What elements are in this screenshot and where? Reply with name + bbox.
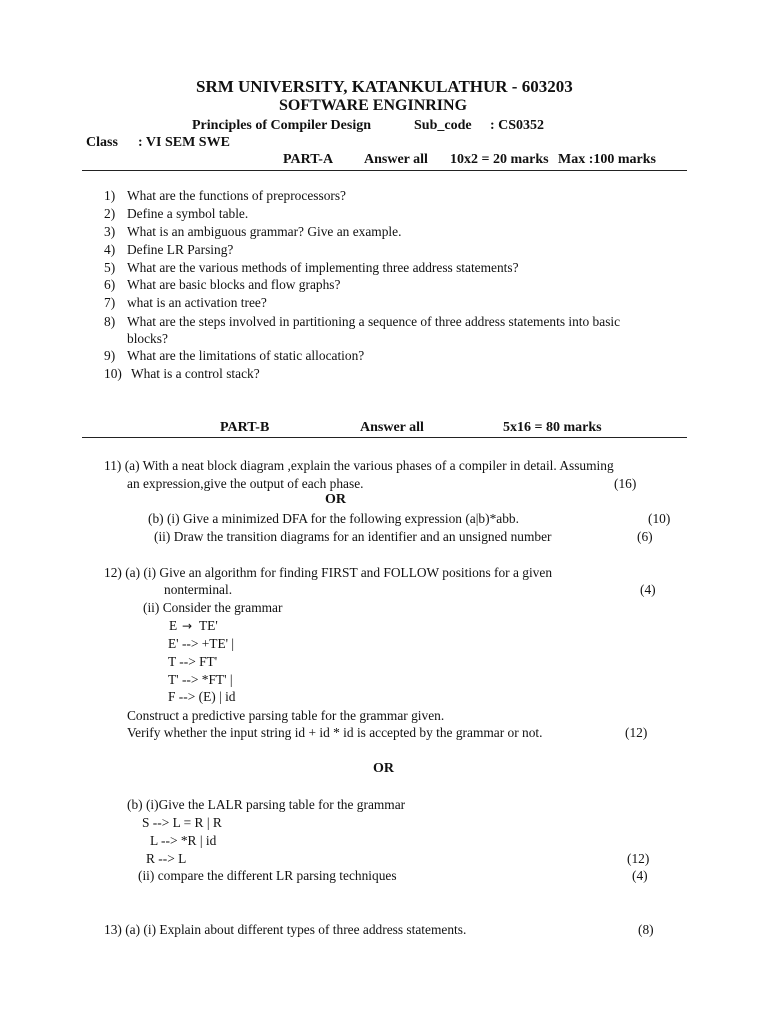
q12-b-ii: (ii) compare the different LR parsing techniques: [138, 868, 397, 883]
q12-a-ii: (ii) Consider the grammar: [143, 600, 283, 615]
q12-construct: Construct a predictive parsing table for the grammar given.: [127, 708, 445, 723]
q11-a-marks: (16): [614, 476, 637, 491]
question-text: What is an ambiguous grammar? Give an example.: [127, 224, 402, 239]
class-label: Class: [86, 135, 118, 150]
q11-b-i: (b) (i) Give a minimized DFA for the following expression (a|b)*abb.: [148, 511, 519, 526]
grammar-rule: S --> L = R | R: [142, 815, 222, 830]
question-number: 8): [104, 314, 116, 329]
right-arrow-icon: →: [182, 619, 193, 633]
subject-name: Principles of Compiler Design: [192, 118, 372, 133]
q12-verify: Verify whether the input string id + id * id is accepted by the grammar or not.: [127, 725, 543, 740]
header-divider: [82, 170, 687, 171]
q12-a-i-line1: 12) (a) (i) Give an algorithm for finding FIRST and FOLLOW positions for a given: [104, 565, 553, 580]
q11-b-ii: (ii) Draw the transition diagrams for an identifier and an unsigned number: [154, 529, 552, 544]
question-number: 9): [104, 348, 116, 363]
question-number: 4): [104, 242, 116, 257]
question-number: 6): [104, 277, 116, 292]
q12-b-i-marks: (12): [627, 851, 650, 866]
question-text: What is a control stack?: [131, 366, 260, 381]
question-number: 1): [104, 188, 116, 203]
department-title: SOFTWARE ENGINRING: [279, 97, 468, 114]
part-b-divider: [82, 437, 687, 438]
sub-code-label: Sub_code: [414, 118, 472, 133]
part-a-heading: PART-A: [283, 152, 334, 167]
max-marks: Max :100 marks: [558, 152, 656, 167]
part-b-heading: PART-B: [220, 420, 270, 435]
part-a-answer-all: Answer all: [364, 152, 428, 167]
grammar-rule-rhs: TE': [199, 618, 218, 633]
question-number: 5): [104, 260, 116, 275]
question-text: What are the steps involved in partitioning a sequence of three address statements into basic: [127, 314, 621, 329]
question-text: What are the various methods of implementing three address statements?: [127, 260, 519, 275]
q12-or: OR: [373, 761, 394, 776]
q11-b-i-marks: (10): [648, 511, 671, 526]
question-number: 10): [104, 366, 122, 381]
grammar-rule: R --> L: [146, 851, 187, 866]
q11-b-ii-marks: (6): [637, 529, 653, 544]
question-text-continuation: blocks?: [127, 331, 168, 346]
university-title: SRM UNIVERSITY, KATANKULATHUR - 603203: [196, 77, 573, 96]
q12-b-i: (b) (i)Give the LALR parsing table for the grammar: [127, 797, 406, 812]
question-text: What are the functions of preprocessors?: [127, 188, 346, 203]
q12-a-i-line2: nonterminal.: [164, 582, 233, 597]
grammar-rule: F --> (E) | id: [168, 689, 236, 704]
part-a-marks: 10x2 = 20 marks: [450, 152, 549, 167]
part-b-answer-all: Answer all: [360, 420, 424, 435]
part-b-marks: 5x16 = 80 marks: [503, 420, 602, 435]
q11-or: OR: [325, 492, 346, 507]
question-text: What are the limitations of static allocation?: [127, 348, 365, 363]
question-number: 3): [104, 224, 116, 239]
q13-a-i-marks: (8): [638, 922, 654, 937]
q11-a-line2: an expression,give the output of each phase.: [127, 476, 364, 491]
grammar-rule: L --> *R | id: [150, 833, 217, 848]
q13-a-i: 13) (a) (i) Explain about different types of three address statements.: [104, 922, 467, 937]
question-text: what is an activation tree?: [127, 295, 267, 310]
grammar-rule: T --> FT': [168, 654, 218, 669]
class-value: : VI SEM SWE: [138, 135, 230, 150]
question-number: 2): [104, 206, 116, 221]
grammar-rule: E' --> +TE' |: [168, 636, 235, 651]
q12-a-i-marks: (4): [640, 582, 656, 597]
q11-a-line1: 11) (a) With a neat block diagram ,explain the various phases of a compiler in detail. Assuming: [104, 458, 614, 473]
q12-b-ii-marks: (4): [632, 868, 648, 883]
question-number: 7): [104, 295, 116, 310]
question-text: What are basic blocks and flow graphs?: [127, 277, 341, 292]
sub-code-value: : CS0352: [490, 118, 545, 133]
question-text: Define LR Parsing?: [127, 242, 234, 257]
grammar-rule: T' --> *FT' |: [168, 672, 233, 687]
grammar-rule-lhs: E: [169, 618, 178, 633]
question-text: Define a symbol table.: [127, 206, 249, 221]
q12-verify-marks: (12): [625, 725, 648, 740]
